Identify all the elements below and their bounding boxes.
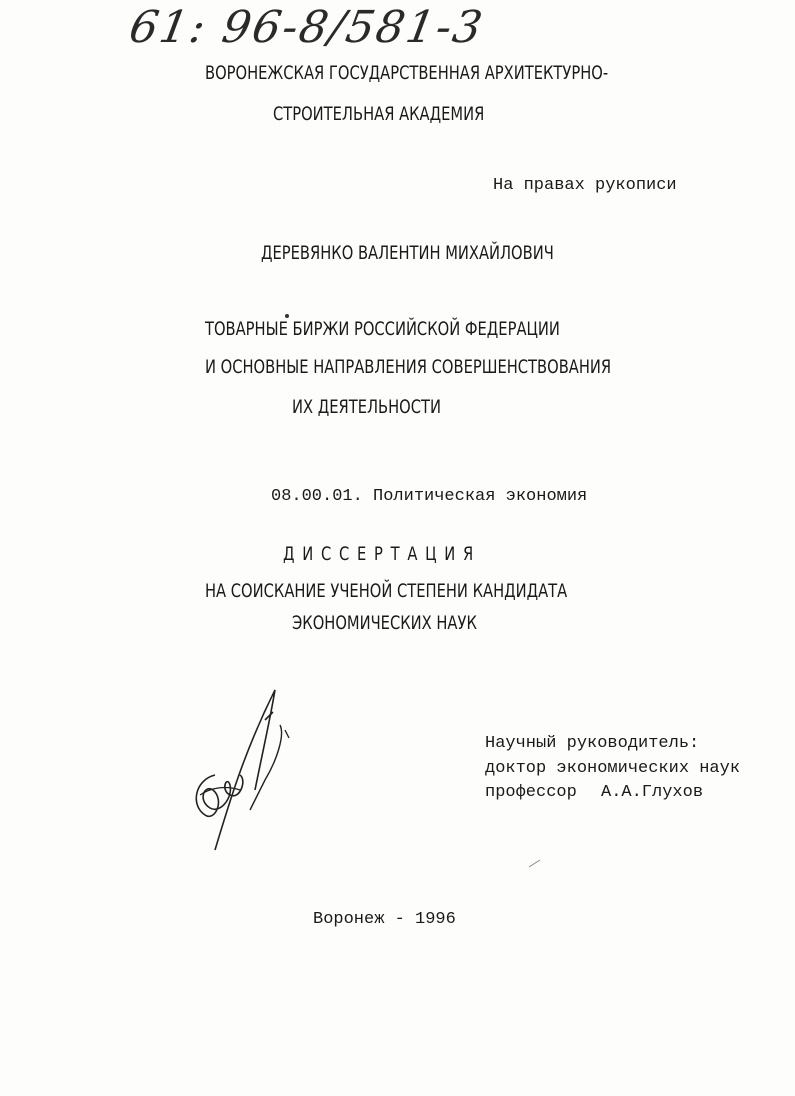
ink-dot bbox=[283, 312, 291, 320]
degree-line-1: НА СОИСКАНИЕ УЧЕНОЙ СТЕПЕНИ КАНДИДАТА bbox=[205, 580, 568, 602]
author-name: ДЕРЕВЯНКО ВАЛЕНТИН МИХАЙЛОВИЧ bbox=[261, 242, 554, 264]
advisor-degree: доктор экономических наук bbox=[485, 759, 741, 778]
advisor-rank: профессор bbox=[485, 783, 577, 802]
institution-line-1: ВОРОНЕЖСКАЯ ГОСУДАРСТВЕННАЯ АРХИТЕКТУРНО- bbox=[205, 62, 609, 84]
work-type: ДИССЕРТАЦИЯ bbox=[283, 543, 481, 565]
archive-handwritten-mark: 61: 96-8/581-3 bbox=[125, 2, 488, 53]
place-year: Воронеж - 1996 bbox=[313, 910, 456, 929]
title-line-3: ИХ ДЕЯТЕЛЬНОСТИ bbox=[292, 396, 441, 418]
specialty-code: 08.00.01. Политическая экономия bbox=[271, 487, 588, 506]
manuscript-note: На правах рукописи bbox=[493, 176, 677, 195]
advisor-name: А.А.Глухов bbox=[601, 783, 704, 802]
title-line-1: ТОВАРНЫЕ БИРЖИ РОССИЙСКОЙ ФЕДЕРАЦИИ bbox=[205, 318, 560, 340]
advisor-label: Научный руководитель: bbox=[485, 734, 700, 753]
degree-line-2: ЭКОНОМИЧЕСКИХ НАУК bbox=[292, 612, 477, 634]
institution-line-2: СТРОИТЕЛЬНАЯ АКАДЕМИЯ bbox=[273, 103, 485, 125]
signature-image bbox=[185, 680, 305, 860]
title-line-2: И ОСНОВНЫЕ НАПРАВЛЕНИЯ СОВЕРШЕНСТВОВАНИЯ bbox=[205, 356, 612, 378]
ink-mark bbox=[528, 858, 542, 868]
